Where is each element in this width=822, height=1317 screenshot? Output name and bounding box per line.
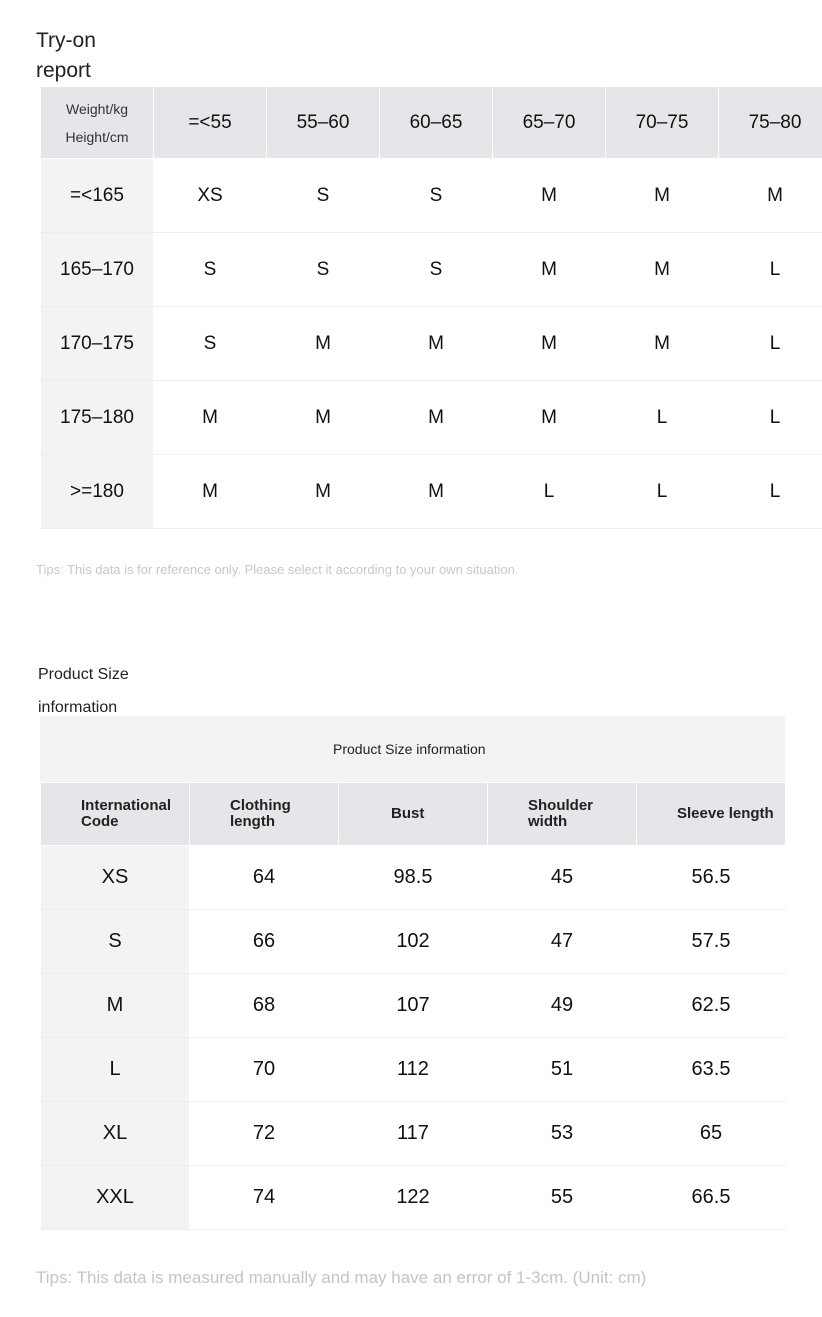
size-cell: S	[154, 233, 267, 307]
table-row	[41, 455, 822, 529]
size-cell: L	[719, 455, 822, 529]
product-header-row	[41, 783, 786, 846]
size-code-cell: M	[41, 974, 190, 1038]
sleeve-length-cell: 62.5	[637, 974, 786, 1038]
height-row-header: >=180	[41, 455, 154, 529]
tryon-header-row	[41, 87, 822, 159]
size-cell: L	[719, 307, 822, 381]
weight-column-header: 70–75	[606, 87, 719, 159]
size-cell: M	[606, 233, 719, 307]
weight-column-header: 55–60	[267, 87, 380, 159]
size-cell: M	[267, 381, 380, 455]
product-size-title: Product Size information	[38, 666, 129, 716]
shoulder-width-cell: 49	[488, 974, 637, 1038]
height-row-header: 170–175	[41, 307, 154, 381]
bust-cell: 102	[339, 910, 488, 974]
sleeve-length-cell: 63.5	[637, 1038, 786, 1102]
column-header-sleeve-length: Sleeve length	[637, 783, 786, 846]
shoulder-width-cell: 55	[488, 1166, 637, 1230]
size-cell: M	[493, 307, 606, 381]
height-row-header: 175–180	[41, 381, 154, 455]
size-cell: L	[606, 455, 719, 529]
size-cell: XS	[154, 159, 267, 233]
sleeve-length-cell: 57.5	[637, 910, 786, 974]
weight-column-header: 65–70	[493, 87, 606, 159]
height-axis-label: Height/cm	[65, 128, 129, 145]
table-row	[41, 307, 822, 381]
clothing-length-cell: 64	[190, 846, 339, 910]
bust-cell: 98.5	[339, 846, 488, 910]
table-row	[41, 910, 786, 974]
height-row-header: =<165	[41, 159, 154, 233]
weight-axis-label: Weight/kg	[66, 100, 128, 117]
weight-column-header: 75–80	[719, 87, 822, 159]
table-row	[41, 381, 822, 455]
size-cell: M	[380, 381, 493, 455]
column-header-international-code: International Code	[41, 783, 190, 846]
table-row	[41, 233, 822, 307]
size-cell: L	[719, 233, 822, 307]
table-row	[41, 1166, 786, 1230]
size-cell: S	[267, 233, 380, 307]
shoulder-width-cell: 45	[488, 846, 637, 910]
size-cell: S	[154, 307, 267, 381]
sleeve-length-cell: 65	[637, 1102, 786, 1166]
size-cell: M	[493, 159, 606, 233]
size-code-cell: S	[41, 910, 190, 974]
shoulder-width-cell: 53	[488, 1102, 637, 1166]
table-row	[41, 159, 822, 233]
product-size-table	[40, 782, 786, 1230]
clothing-length-cell: 72	[190, 1102, 339, 1166]
sleeve-length-cell: 66.5	[637, 1166, 786, 1230]
size-cell: S	[380, 233, 493, 307]
size-cell: M	[493, 381, 606, 455]
tryon-report-title: Try-on report	[36, 29, 96, 82]
size-cell: S	[380, 159, 493, 233]
bust-cell: 112	[339, 1038, 488, 1102]
size-code-cell: XL	[41, 1102, 190, 1166]
size-cell: M	[380, 307, 493, 381]
tryon-tips-text: Tips: This data is for reference only. Please select it according to your own situation.	[36, 562, 519, 577]
bust-cell: 107	[339, 974, 488, 1038]
size-cell: L	[719, 381, 822, 455]
size-cell: S	[267, 159, 380, 233]
sleeve-length-cell: 56.5	[637, 846, 786, 910]
size-cell: M	[380, 455, 493, 529]
size-code-cell: XS	[41, 846, 190, 910]
product-tips-text: Tips: This data is measured manually and may have an error of 1-3cm. (Unit: cm)	[36, 1268, 647, 1287]
size-cell: M	[719, 159, 822, 233]
table-row	[41, 1102, 786, 1166]
size-cell: M	[267, 455, 380, 529]
size-cell: L	[606, 381, 719, 455]
shoulder-width-cell: 51	[488, 1038, 637, 1102]
clothing-length-cell: 66	[190, 910, 339, 974]
size-cell: M	[267, 307, 380, 381]
size-cell: L	[493, 455, 606, 529]
shoulder-width-cell: 47	[488, 910, 637, 974]
bust-cell: 117	[339, 1102, 488, 1166]
size-cell: M	[606, 159, 719, 233]
size-cell: M	[154, 381, 267, 455]
tryon-size-table	[40, 86, 822, 529]
bust-cell: 122	[339, 1166, 488, 1230]
size-cell: M	[493, 233, 606, 307]
product-size-caption: Product Size information	[40, 716, 785, 782]
height-row-header: 165–170	[41, 233, 154, 307]
tryon-corner-cell	[41, 87, 154, 159]
column-header-clothing-length: Clothing length	[190, 783, 339, 846]
clothing-length-cell: 70	[190, 1038, 339, 1102]
column-header-bust: Bust	[339, 783, 488, 846]
table-row	[41, 1038, 786, 1102]
column-header-shoulder-width: Shoulder width	[488, 783, 637, 846]
clothing-length-cell: 74	[190, 1166, 339, 1230]
size-code-cell: XXL	[41, 1166, 190, 1230]
clothing-length-cell: 68	[190, 974, 339, 1038]
size-code-cell: L	[41, 1038, 190, 1102]
size-cell: M	[154, 455, 267, 529]
product-size-table-wrapper	[40, 716, 785, 1230]
table-row	[41, 974, 786, 1038]
weight-column-header: 60–65	[380, 87, 493, 159]
weight-column-header: =<55	[154, 87, 267, 159]
size-cell: M	[606, 307, 719, 381]
table-row	[41, 846, 786, 910]
